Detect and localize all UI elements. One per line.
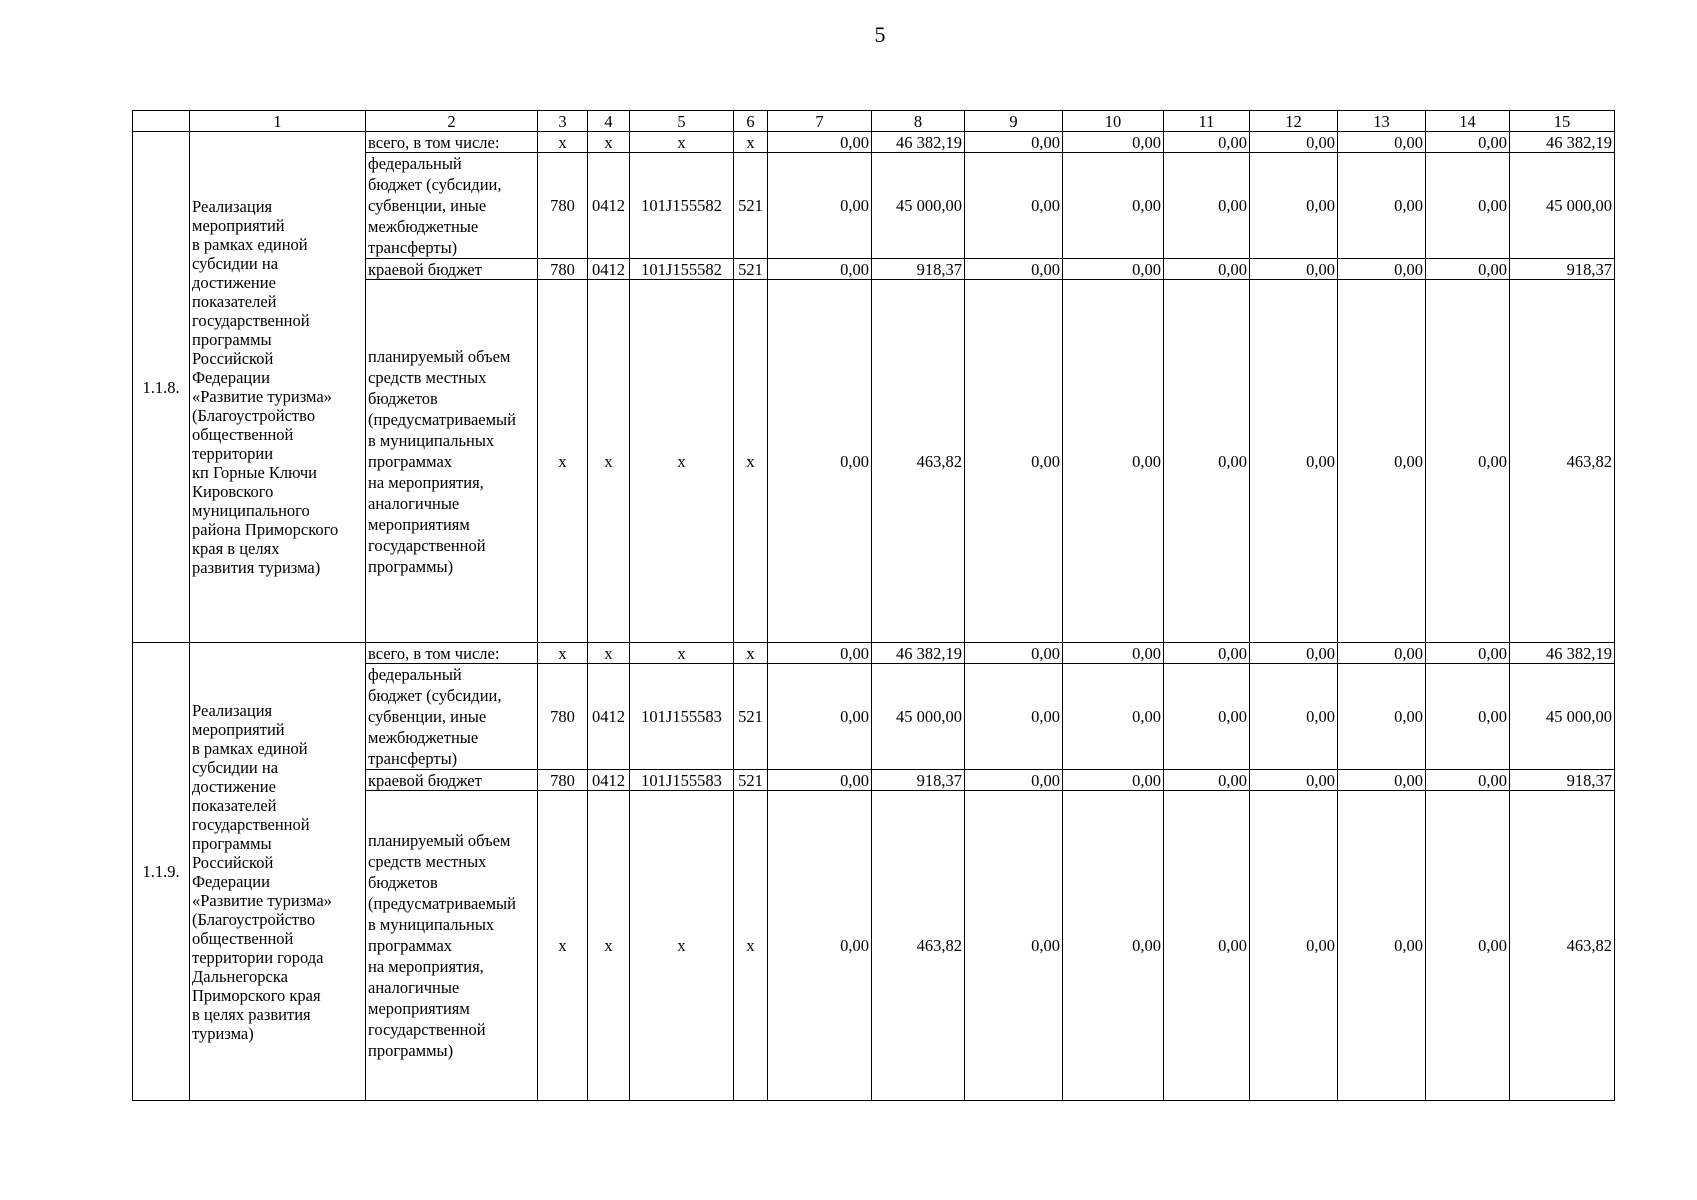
table-cell: 0,00: [965, 791, 1063, 1101]
column-header: 10: [1063, 111, 1164, 132]
table-cell: 918,37: [1510, 770, 1615, 791]
table-cell: 0,00: [1164, 132, 1250, 153]
table-cell: 0,00: [1426, 664, 1510, 770]
table-cell: 463,82: [1510, 791, 1615, 1101]
table-cell: 0,00: [965, 280, 1063, 643]
column-header: 12: [1250, 111, 1338, 132]
table-cell: 521: [734, 770, 768, 791]
table-cell: x: [734, 280, 768, 643]
table-cell: 0,00: [965, 153, 1063, 259]
table-cell: x: [630, 132, 734, 153]
table-cell: 46 382,19: [872, 643, 965, 664]
table-cell: 0,00: [768, 664, 872, 770]
table-cell: 101J155583: [630, 770, 734, 791]
column-header: 8: [872, 111, 965, 132]
table-cell: 0,00: [768, 770, 872, 791]
table-cell: 0,00: [1164, 259, 1250, 280]
table-cell: 0,00: [1063, 153, 1164, 259]
column-header: 9: [965, 111, 1063, 132]
table-cell: 0,00: [1164, 643, 1250, 664]
table-cell: 0,00: [768, 643, 872, 664]
table-cell: 0,00: [1426, 153, 1510, 259]
table-cell: 0,00: [1063, 791, 1164, 1101]
table-cell: 0,00: [1426, 132, 1510, 153]
table-cell: 0,00: [1426, 770, 1510, 791]
table-cell: 0,00: [1164, 153, 1250, 259]
table-cell: 101J155582: [630, 259, 734, 280]
table-cell: x: [538, 643, 588, 664]
column-header: 15: [1510, 111, 1615, 132]
section-number: 1.1.8.: [133, 132, 190, 643]
table-cell: x: [734, 791, 768, 1101]
page-number: 5: [874, 22, 886, 47]
table-cell: x: [588, 132, 630, 153]
table-cell: 780: [538, 664, 588, 770]
table-cell: 0,00: [1426, 643, 1510, 664]
table-cell: 0412: [588, 770, 630, 791]
budget-table: [132, 110, 1615, 1101]
column-header: 7: [768, 111, 872, 132]
table-cell: 0,00: [1426, 791, 1510, 1101]
funding-source: краевой бюджет: [366, 259, 538, 280]
table-cell: 46 382,19: [872, 132, 965, 153]
table-cell: 46 382,19: [1510, 643, 1615, 664]
table-cell: 0,00: [1063, 643, 1164, 664]
table-cell: 0,00: [768, 132, 872, 153]
table-cell: 45 000,00: [872, 664, 965, 770]
column-header: 13: [1338, 111, 1426, 132]
table-cell: 0,00: [768, 153, 872, 259]
table-cell: 0,00: [1250, 280, 1338, 643]
section-number: 1.1.9.: [133, 643, 190, 1101]
table-row: [133, 643, 1615, 664]
table-cell: 0,00: [965, 770, 1063, 791]
table-cell: 0,00: [1063, 259, 1164, 280]
table-cell: 0,00: [1063, 280, 1164, 643]
table-cell: 0,00: [965, 259, 1063, 280]
table-cell: 0,00: [1250, 132, 1338, 153]
table-cell: x: [538, 132, 588, 153]
table-cell: 918,37: [1510, 259, 1615, 280]
table-cell: 0,00: [965, 643, 1063, 664]
table-cell: 0412: [588, 153, 630, 259]
table-cell: x: [538, 280, 588, 643]
funding-source: федеральный бюджет (субсидии, субвенции, иные межбюджетные трансферты): [366, 664, 538, 770]
table-cell: 45 000,00: [1510, 153, 1615, 259]
column-header: 1: [190, 111, 366, 132]
table-cell: x: [734, 643, 768, 664]
table-cell: 0,00: [1338, 664, 1426, 770]
table-cell: 463,82: [872, 280, 965, 643]
table-cell: x: [588, 280, 630, 643]
column-header: 4: [588, 111, 630, 132]
column-header: 3: [538, 111, 588, 132]
table-cell: 0,00: [1426, 280, 1510, 643]
funding-source: всего, в том числе:: [366, 132, 538, 153]
table-cell: 521: [734, 259, 768, 280]
column-header: [133, 111, 190, 132]
table-cell: 918,37: [872, 770, 965, 791]
table-cell: 101J155582: [630, 153, 734, 259]
table-cell: 0,00: [1250, 643, 1338, 664]
table-cell: 46 382,19: [1510, 132, 1615, 153]
table-cell: 0,00: [965, 132, 1063, 153]
table-cell: x: [630, 280, 734, 643]
table-cell: 521: [734, 664, 768, 770]
table-cell: 0,00: [1250, 153, 1338, 259]
table-cell: 101J155583: [630, 664, 734, 770]
section-description: Реализация мероприятий в рамках единой субсидии на достижение показателей государственной программы Российской Федерации «Развитие туризма» (Благоустройство общественной территории кп Горные Ключи Кировского муниципального района Приморского края в целях развития туризма): [190, 132, 366, 643]
column-header: 6: [734, 111, 768, 132]
table-cell: 0412: [588, 259, 630, 280]
funding-source: планируемый объем средств местных бюджетов (предусматриваемый в муниципальных программах на мероприятия, аналогичные мероприятиям государственной программы): [366, 791, 538, 1101]
table-cell: 463,82: [872, 791, 965, 1101]
table-cell: 0,00: [1250, 791, 1338, 1101]
table-cell: x: [630, 643, 734, 664]
table-cell: 0,00: [1063, 132, 1164, 153]
column-header: 11: [1164, 111, 1250, 132]
table-cell: 0,00: [1250, 664, 1338, 770]
table-cell: 780: [538, 259, 588, 280]
table-cell: 0,00: [1063, 770, 1164, 791]
table-cell: 780: [538, 153, 588, 259]
table-cell: 45 000,00: [872, 153, 965, 259]
table-cell: x: [734, 132, 768, 153]
table-cell: 780: [538, 770, 588, 791]
table-cell: x: [630, 791, 734, 1101]
table-cell: 918,37: [872, 259, 965, 280]
table-cell: 0,00: [1338, 280, 1426, 643]
table-cell: 0,00: [965, 664, 1063, 770]
table-cell: 0,00: [1338, 643, 1426, 664]
table-cell: 0,00: [1250, 770, 1338, 791]
section-description: Реализация мероприятий в рамках единой субсидии на достижение показателей государственной программы Российской Федерации «Развитие туризма» (Благоустройство общественной территории города Дальнегорска Приморского края в целях развития туризма): [190, 643, 366, 1101]
table-cell: 0,00: [1338, 132, 1426, 153]
table-cell: 0,00: [1338, 770, 1426, 791]
table-cell: 45 000,00: [1510, 664, 1615, 770]
table-cell: 463,82: [1510, 280, 1615, 643]
funding-source: краевой бюджет: [366, 770, 538, 791]
column-header: 2: [366, 111, 538, 132]
table-cell: 0,00: [1426, 259, 1510, 280]
table-cell: 0,00: [1164, 664, 1250, 770]
funding-source: планируемый объем средств местных бюджетов (предусматриваемый в муниципальных программах на мероприятия, аналогичные мероприятиям государственной программы): [366, 280, 538, 643]
funding-source: всего, в том числе:: [366, 643, 538, 664]
table-cell: 0,00: [1164, 770, 1250, 791]
table-cell: 521: [734, 153, 768, 259]
funding-source: федеральный бюджет (субсидии, субвенции, иные межбюджетные трансферты): [366, 153, 538, 259]
table-cell: 0,00: [1250, 259, 1338, 280]
column-header-row: [133, 111, 1615, 132]
column-header: 5: [630, 111, 734, 132]
table-cell: 0,00: [768, 791, 872, 1101]
table-cell: x: [588, 791, 630, 1101]
table-cell: 0,00: [1338, 791, 1426, 1101]
table-row: [133, 132, 1615, 153]
table-cell: 0,00: [1164, 791, 1250, 1101]
table-cell: x: [538, 791, 588, 1101]
table-cell: 0412: [588, 664, 630, 770]
table-cell: 0,00: [1164, 280, 1250, 643]
table-cell: x: [588, 643, 630, 664]
table-cell: 0,00: [768, 280, 872, 643]
table-cell: 0,00: [1338, 153, 1426, 259]
column-header: 14: [1426, 111, 1510, 132]
table-cell: 0,00: [1063, 664, 1164, 770]
table-cell: 0,00: [1338, 259, 1426, 280]
table-cell: 0,00: [768, 259, 872, 280]
